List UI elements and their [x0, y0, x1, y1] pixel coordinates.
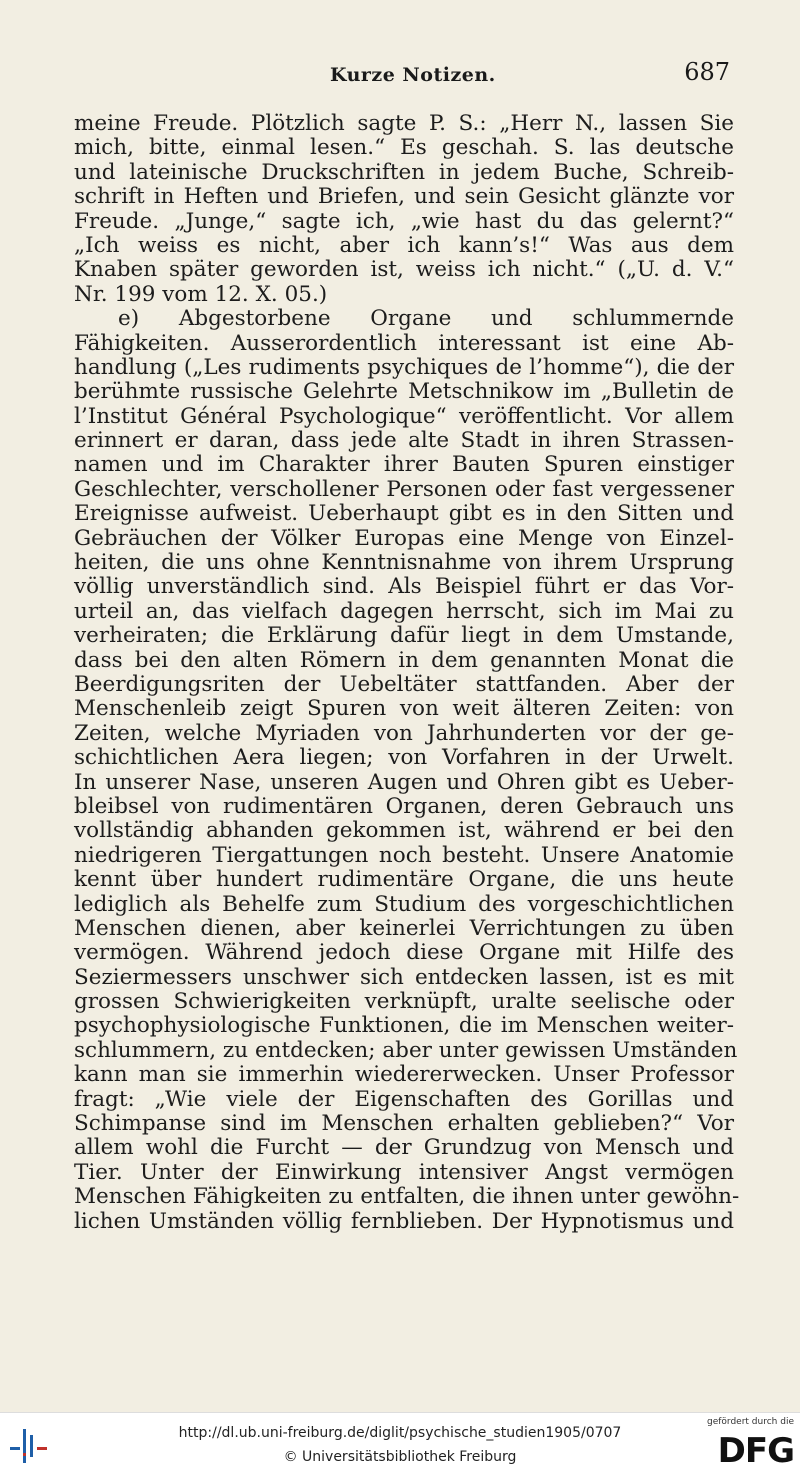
text-line: Fähigkeiten. Ausserordentlich interessant ist eine Ab-: [74, 330, 734, 356]
viewer-footer: [0, 1412, 800, 1473]
text-line: erinnert er daran, dass jede alte Stadt in ihren Strassen-: [74, 428, 734, 454]
text-line: schichtlichen Aera liegen; von Vorfahren in der Urwelt.: [74, 745, 734, 771]
text-line: „Ich weiss es nicht, aber ich kann’s!“ Was aus dem: [74, 232, 734, 258]
text-line: Nr. 199 vom 12. X. 05.): [74, 281, 328, 307]
text-line: grossen Schwierigkeiten verknüpft, uralte seelische oder: [74, 989, 734, 1015]
text-line: Beerdigungsriten der Uebeltäter stattfanden. Aber der: [74, 671, 734, 697]
text-line: Zeiten, welche Myriaden von Jahrhunderten vor der ge-: [74, 720, 734, 746]
text-line: In unserer Nase, unseren Augen und Ohren gibt es Ueber-: [74, 769, 734, 795]
text-line: mich, bitte, einmal lesen.“ Es geschah. S. las deutsche: [74, 135, 734, 161]
text-line: Tier. Unter der Einwirkung intensiver Angst vermögen: [74, 1159, 734, 1185]
text-line: heiten, die uns ohne Kenntnisnahme von ihrem Ursprung: [74, 550, 734, 576]
text-line: lediglich als Behelfe zum Studium des vorgeschichtlichen: [74, 891, 734, 917]
dfg-supported-by: gefördert durch die: [707, 1417, 794, 1427]
page-number: 687: [684, 58, 730, 86]
text-line: urteil an, das vielfach dagegen herrscht, sich im Mai zu: [74, 598, 734, 624]
text-line: völlig unverständlich sind. Als Beispiel führt er das Vor-: [74, 574, 734, 600]
text-line: lichen Umständen völlig fernblieben. Der Hypnotismus und: [74, 1208, 734, 1234]
text-line: bleibsel von rudimentären Organen, deren Gebrauch uns: [74, 793, 734, 819]
text-line: und lateinische Druckschriften in jedem Buche, Schreib-: [74, 159, 734, 185]
text-line: berühmte russische Gelehrte Metschnikow im „Bulletin de: [74, 379, 734, 405]
text-line: e) Abgestorbene Organe und schlummernde: [118, 306, 734, 332]
text-line: kennt über hundert rudimentäre Organe, die uns heute: [74, 867, 734, 893]
dfg-logo: [704, 1417, 794, 1471]
source-url[interactable]: http://dl.ub.uni-freiburg.de/diglit/psychische_studien1905/0707: [178, 1425, 622, 1441]
text-line: niedrigeren Tiergattungen noch besteht. Unsere Anatomie: [74, 842, 734, 868]
copyright-notice: © Universitätsbibliothek Freiburg: [283, 1449, 517, 1465]
text-line: schlummern, zu entdecken; aber unter gewissen Umständen: [74, 1037, 738, 1063]
dfg-logo-text: DFG: [717, 1431, 794, 1471]
body-text: [74, 111, 740, 1234]
text-line: namen und im Charakter ihrer Bauten Spuren einstiger: [74, 452, 734, 478]
text-line: Menschen dienen, aber keinerlei Verrichtungen zu üben: [74, 915, 734, 941]
text-line: Seziermessers unschwer sich entdecken lassen, ist es mit: [74, 964, 734, 990]
text-line: Geschlechter, verschollener Personen oder fast vergessener: [74, 476, 734, 502]
text-line: Menschenleib zeigt Spuren von weit älteren Zeiten: von: [74, 696, 734, 722]
text-line: kann man sie immerhin wiedererwecken. Unser Professor: [74, 1062, 734, 1088]
text-line: Menschen Fähigkeiten zu entfalten, die ihnen unter gewöhn-: [74, 1184, 740, 1210]
text-line: Knaben später geworden ist, weiss ich nicht.“ („U. d. V.“: [74, 257, 734, 283]
text-line: meine Freude. Plötzlich sagte P. S.: „Herr N., lassen Sie: [74, 111, 734, 136]
page-header: [74, 58, 730, 92]
text-line: vermögen. Während jedoch diese Organe mit Hilfe des: [74, 940, 734, 966]
text-line: Ereignisse aufweist. Ueberhaupt gibt es in den Sitten und: [74, 501, 734, 527]
text-line: handlung („Les rudiments psychiques de l’homme“), die der: [74, 354, 734, 380]
text-line: vollständig abhanden gekommen ist, während er bei den: [74, 818, 734, 844]
text-line: dass bei den alten Römern in dem genannten Monat die: [74, 647, 734, 673]
text-line: allem wohl die Furcht — der Grundzug von Mensch und: [74, 1135, 734, 1161]
text-line: fragt: „Wie viele der Eigenschaften des Gorillas und: [74, 1086, 734, 1112]
text-line: Schimpanse sind im Menschen erhalten geblieben?“ Vor: [74, 1111, 734, 1137]
text-line: l’Institut Général Psychologique“ veröffentlicht. Vor allem: [74, 403, 734, 429]
text-line: Gebräuchen der Völker Europas eine Menge von Einzel-: [74, 525, 734, 551]
text-line: psychophysiologische Funktionen, die im Menschen weiter-: [74, 1013, 734, 1039]
text-line: Freude. „Junge,“ sagte ich, „wie hast du das gelernt?“: [74, 208, 734, 234]
running-title: Kurze Notizen.: [330, 64, 496, 86]
text-line: verheiraten; die Erklärung dafür liegt in dem Umstande,: [74, 623, 734, 649]
text-line: schrift in Heften und Briefen, und sein Gesicht glänzte vor: [74, 184, 734, 210]
